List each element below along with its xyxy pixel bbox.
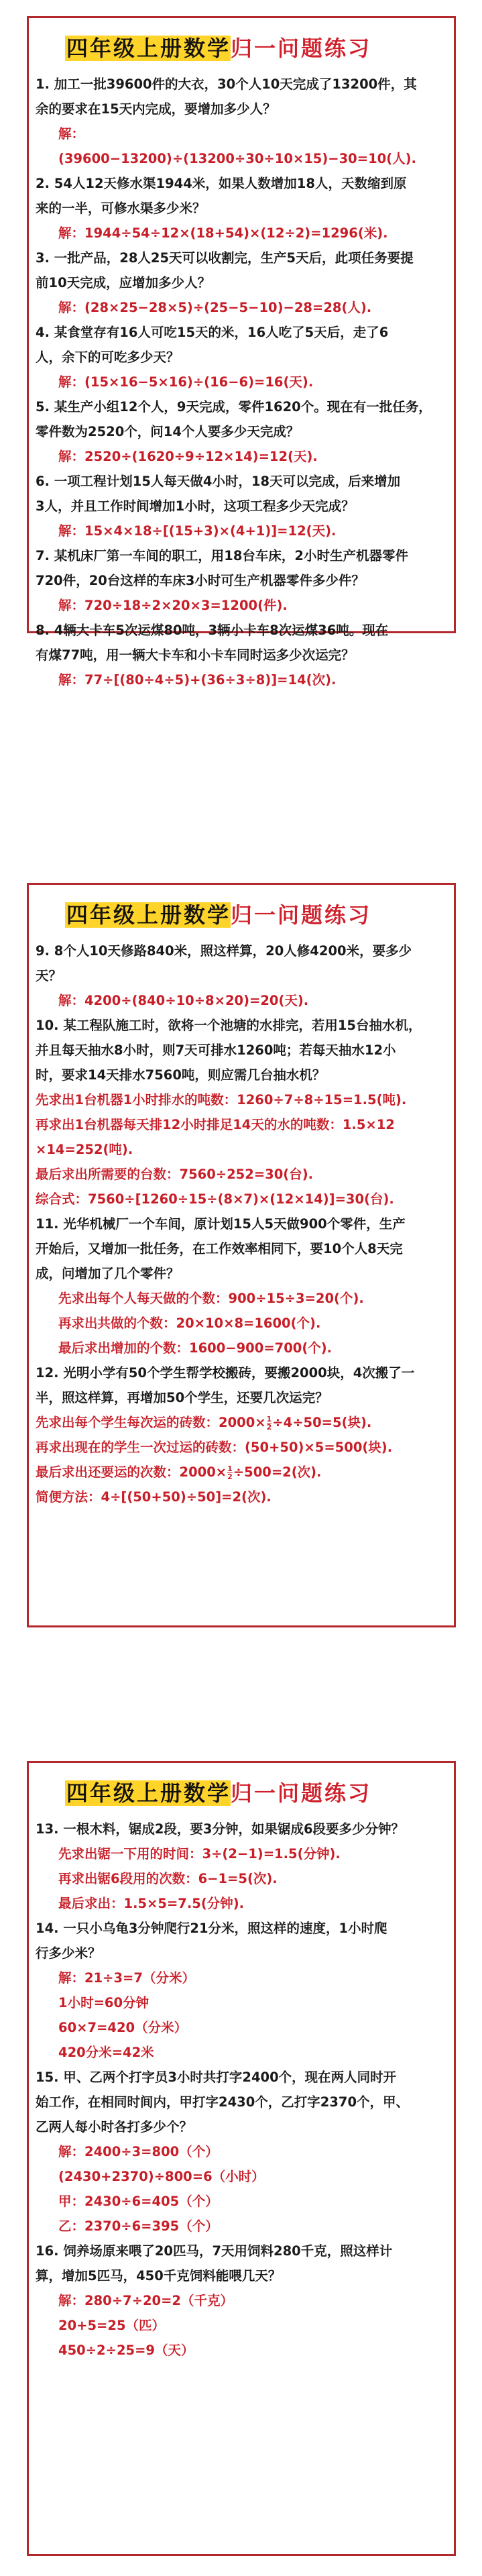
worksheet-page-1 [27, 16, 456, 688]
solution-line: 甲：2430÷6=405（个） [58, 2194, 219, 2209]
title-highlight: 四年级上册数学 [66, 1780, 231, 1806]
fraction-numerator: 1 [227, 1464, 233, 1473]
problem-text: 4. 某食堂存有16人可吃15天的米，16人吃了5天后，走了6 [36, 325, 389, 340]
problem-text: 720件，20台这样的车床3小时可生产机器零件多少件？ [36, 573, 365, 588]
problem-text: 人，余下的可吃多少天？ [36, 350, 180, 365]
solution-line: 420分米=42米 [58, 2045, 154, 2060]
solution-line: 简便方法：4÷[(50+50)÷50]=2(次). [36, 1489, 272, 1505]
solution-line: 再求出1台机器每天排12小时排足14天的水的吨数：1.5×12 [36, 1117, 395, 1132]
solution-line: 60×7=420（分米） [58, 2020, 188, 2035]
solution-text: 最后求出还要运的次数：2000× [36, 1464, 227, 1480]
fraction-denominator: 2 [227, 1472, 233, 1481]
solution-line: 解：4200÷(840÷10÷8×20)=20(天). [58, 993, 309, 1008]
fraction-numerator: 1 [266, 1415, 272, 1424]
problem-text: 10. 某工程队施工时，欲将一个池塘的水排完，若用15台抽水机， [36, 1018, 422, 1033]
title-highlight: 四年级上册数学 [66, 902, 231, 928]
problem-text: 天？ [36, 968, 62, 983]
problem-text: 9. 8个人10天修路840米，照这样算，20人修4200米，要多少 [36, 943, 412, 959]
page-1-content [36, 72, 435, 692]
page-title [65, 1778, 371, 1809]
problem-text: 开始后，又增加一批任务，在工作效率相同下，要10个人8天完 [36, 1241, 403, 1256]
solution-line: 综合式：7560÷[1260÷15÷(8×7)×(12×14)]=30(台). [36, 1191, 394, 1207]
solution-line [36, 1460, 435, 1485]
fraction [227, 1465, 233, 1481]
problem-text: 时，要求14天排水7560吨，则应需几台抽水机？ [36, 1067, 326, 1083]
solution-line: 解：(15×16−5×16)÷(16−6)=16(天). [58, 374, 314, 390]
problem-text: 零件数为2520个，问14个人要多少天完成？ [36, 424, 300, 439]
problem-text: 11. 光华机械厂一个车间，原计划15人5天做900个零件，生产 [36, 1216, 406, 1232]
fraction [267, 1415, 272, 1431]
solution-line: 再求出锯6段用的次数：6−1=5(次). [58, 1871, 278, 1886]
solution-line: 最后求出增加的个数：1600−900=700(个). [58, 1340, 333, 1356]
problem-text: 前10天完成，应增加多少人？ [36, 275, 211, 290]
title-highlight: 四年级上册数学 [66, 36, 231, 61]
solution-line: 最后求出所需要的台数：7560÷252=30(台). [36, 1167, 314, 1182]
problem-text: 成，问增加了几个零件？ [36, 1266, 180, 1281]
problem-text: 始工作，在相同时间内，甲打字2430个，乙打字2370个，甲、 [36, 2094, 410, 2110]
solution-line: 解：(28×25−28×5)÷(25−5−10)−28=28(人). [58, 300, 372, 315]
solution-line: 解：720÷18÷2×20×3=1200(件). [58, 598, 288, 613]
title-tail: 归一问题练习 [231, 1780, 372, 1806]
problem-text: 5. 某生产小组12个人，9天完成，零件1620个。现在有一批任务， [36, 399, 432, 415]
solution-line: 先求出锯一下用的时间：3÷(2−1)=1.5(分钟). [58, 1846, 341, 1862]
solution-line [36, 1410, 435, 1435]
problem-text: 16. 饲养场原来喂了20匹马，7天用饲料280千克，照这样计 [36, 2243, 393, 2259]
solution-line: 1小时=60分钟 [58, 1995, 149, 2010]
solution-line: 再求出现在的学生一次过运的砖数：(50+50)×5=500(块). [36, 1440, 393, 1455]
solution-line: 再求出共做的个数：20×10×8=1600(个). [58, 1316, 321, 1331]
solution-line: 解：77÷[(80÷4÷5)+(36÷3÷8)]=14(次). [58, 672, 337, 688]
problem-text: 1. 加工一批39600件的大衣，30个人10天完成了13200件，其 [36, 76, 417, 92]
worksheet-page-3 [27, 1761, 456, 2556]
fraction-denominator: 2 [266, 1423, 272, 1432]
problem-text: 行多少米？ [36, 1945, 101, 1961]
solution-line: ×14=252(吨). [36, 1142, 133, 1157]
page-title [65, 900, 371, 930]
problem-text: 有煤77吨，用一辆大卡车和小卡车同时运多少次运完？ [36, 647, 355, 663]
solution-line: 最后求出：1.5×5=7.5(分钟). [58, 1896, 245, 1911]
solution-line: 解：(39600−13200)÷(13200÷30÷10×15)−30=10(人). [58, 126, 416, 166]
problem-text: 算，增加5匹马，450千克饲料能喂几天？ [36, 2268, 282, 2284]
solution-line: 解：2400÷3=800（个） [58, 2144, 219, 2159]
solution-text: 先求出每个学生每次运的砖数：2000× [36, 1415, 266, 1430]
solution-line: 20+5=25（匹） [58, 2318, 166, 2333]
solution-line: 解：15×4×18÷[(15+3)×(4+1)]=12(天). [58, 523, 337, 539]
problem-text: 13. 一根木料，锯成2段，要3分钟，如果锯成6段要多少分钟？ [36, 1821, 405, 1837]
solution-line: (2430+2370)÷800=6（小时） [58, 2169, 265, 2184]
solution-line: 解：1944÷54÷12×(18+54)×(12÷2)=1296(米). [58, 225, 388, 241]
solution-text: ÷4÷50=5(块). [272, 1415, 372, 1430]
problem-text: 7. 某机床厂第一车间的职工，用18台车床，2小时生产机器零件 [36, 548, 408, 564]
solution-line: 解：21÷3=7（分米） [58, 1970, 195, 1986]
solution-line: 乙：2370÷6=395（个） [58, 2218, 219, 2234]
page-2-content [36, 938, 435, 1509]
problem-text: 14. 一只小乌龟3分钟爬行21分米，照这样的速度，1小时爬 [36, 1921, 387, 1936]
problem-text: 余的要求在15天内完成，要增加多少人？ [36, 101, 276, 117]
worksheet-page-2 [27, 883, 456, 1627]
page-3-content [36, 1817, 435, 2363]
problem-text: 8. 4辆大卡车5次运煤80吨，3辆小卡车8次运煤36吨。现在 [36, 623, 389, 638]
problem-text: 2. 54人12天修水渠1944米，如果人数增加18人，天数缩到原 [36, 176, 407, 191]
problem-text: 15. 甲、乙两个打字员3小时共打字2400个，现在两人同时开 [36, 2070, 397, 2085]
problem-text: 12. 光明小学有50个学生帮学校搬砖，要搬2000块，4次搬了一 [36, 1365, 415, 1381]
page-title [65, 33, 371, 64]
problem-text: 来的一半，可修水渠多少米？ [36, 201, 206, 216]
solution-line: 先求出1台机器1小时排水的吨数：1260÷7÷8÷15=1.5(吨). [36, 1092, 407, 1108]
problem-text: 乙两人每小时各打多少个？ [36, 2119, 193, 2135]
solution-line: 先求出每个人每天做的个数：900÷15÷3=20(个). [58, 1291, 364, 1306]
problem-text: 并且每天抽水8小时，则7天可排水1260吨；若每天抽水12小 [36, 1042, 396, 1058]
title-tail: 归一问题练习 [231, 902, 372, 928]
title-tail: 归一问题练习 [231, 36, 372, 61]
solution-line: 解：2520÷(1620÷9÷12×14)=12(天). [58, 449, 318, 464]
problem-text: 3. 一批产品，28人25天可以收割完，生产5天后，此项任务要提 [36, 250, 414, 266]
solution-line: 450÷2÷25=9（天） [58, 2343, 194, 2358]
problem-text: 半，照这样算，再增加50个学生，还要几次运完？ [36, 1390, 328, 1405]
problem-text: 3人，并且工作时间增加1小时，这项工程多少天完成？ [36, 498, 355, 514]
problem-text: 6. 一项工程计划15人每天做4小时，18天可以完成，后来增加 [36, 474, 401, 489]
solution-text: ÷500=2(次). [233, 1464, 322, 1480]
solution-line: 解：280÷7÷20=2（千克） [58, 2293, 233, 2308]
